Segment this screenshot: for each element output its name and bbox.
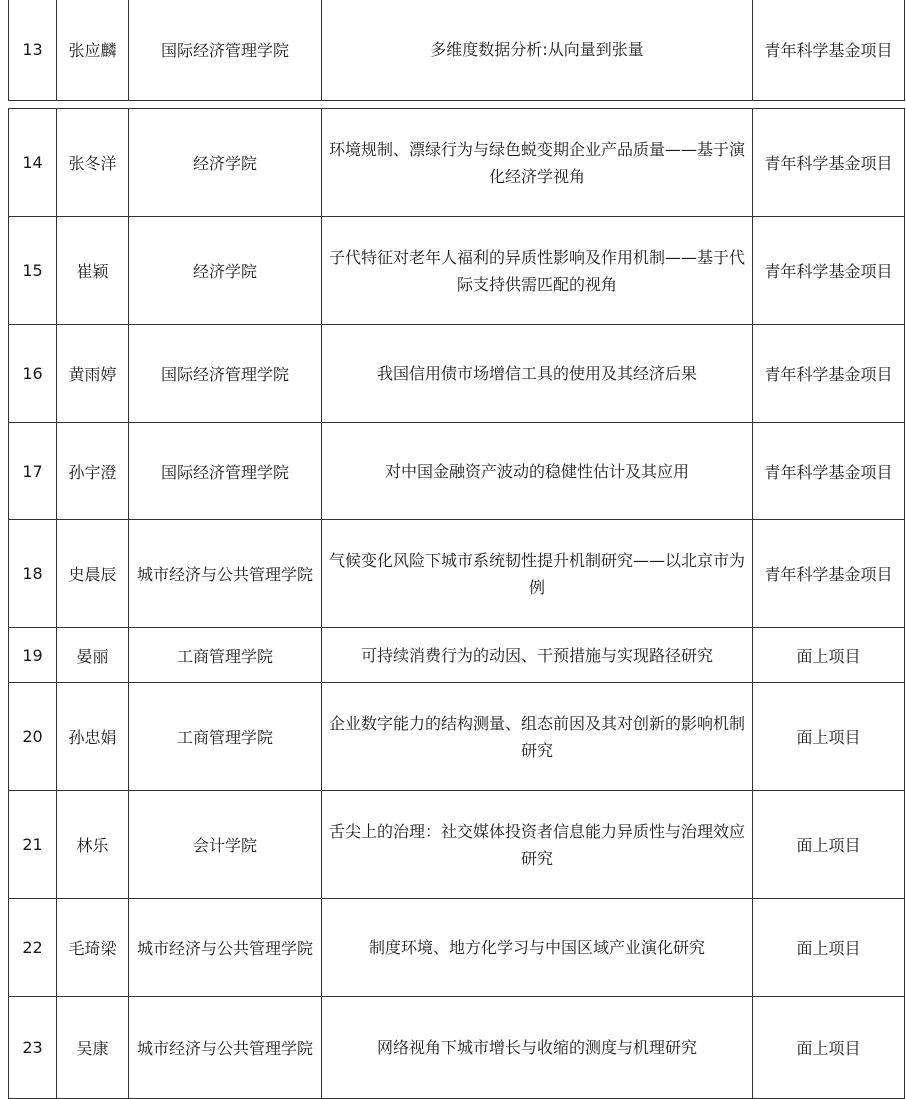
school-name: 会计学院 [129, 791, 322, 899]
project-category: 青年科学基金项目 [753, 0, 905, 101]
table-row [9, 997, 905, 1099]
project-title: 舌尖上的治理：社交媒体投资者信息能力异质性与治理效应研究 [322, 791, 753, 899]
table-row [9, 423, 905, 520]
project-title: 气候变化风险下城市系统韧性提升机制研究——以北京市为例 [322, 520, 753, 628]
applicant-name: 史晨辰 [57, 520, 129, 628]
school-name: 国际经济管理学院 [129, 0, 322, 101]
applicant-name: 孙忠娟 [57, 683, 129, 791]
project-category: 青年科学基金项目 [753, 423, 905, 520]
row-number: 21 [9, 791, 57, 899]
applicant-name: 张应麟 [57, 0, 129, 101]
project-category: 青年科学基金项目 [753, 325, 905, 423]
project-title: 多维度数据分析:从向量到张量 [322, 0, 753, 101]
project-table-main [8, 108, 905, 1099]
school-name: 经济学院 [129, 217, 322, 325]
applicant-name: 孙宇澄 [57, 423, 129, 520]
project-title: 制度环境、地方化学习与中国区域产业演化研究 [322, 899, 753, 997]
project-title: 我国信用债市场增信工具的使用及其经济后果 [322, 325, 753, 423]
row-number: 13 [9, 0, 57, 101]
school-name: 城市经济与公共管理学院 [129, 520, 322, 628]
row-number: 16 [9, 325, 57, 423]
table-row [9, 217, 905, 325]
applicant-name: 吴康 [57, 997, 129, 1099]
school-name: 城市经济与公共管理学院 [129, 899, 322, 997]
school-name: 工商管理学院 [129, 628, 322, 683]
applicant-name: 林乐 [57, 791, 129, 899]
school-name: 国际经济管理学院 [129, 325, 322, 423]
project-title: 子代特征对老年人福利的异质性影响及作用机制——基于代际支持供需匹配的视角 [322, 217, 753, 325]
project-category: 面上项目 [753, 683, 905, 791]
applicant-name: 张冬洋 [57, 109, 129, 217]
project-category: 面上项目 [753, 628, 905, 683]
row-number: 15 [9, 217, 57, 325]
applicant-name: 毛琦梁 [57, 899, 129, 997]
project-title: 网络视角下城市增长与收缩的测度与机理研究 [322, 997, 753, 1099]
project-category: 青年科学基金项目 [753, 520, 905, 628]
table-row [9, 520, 905, 628]
project-title: 对中国金融资产波动的稳健性估计及其应用 [322, 423, 753, 520]
project-title: 可持续消费行为的动因、干预措施与实现路径研究 [322, 628, 753, 683]
applicant-name: 晏丽 [57, 628, 129, 683]
table-row [9, 899, 905, 997]
table-row [9, 325, 905, 423]
row-number: 14 [9, 109, 57, 217]
table-row [9, 683, 905, 791]
project-title: 环境规制、漂绿行为与绿色蜕变期企业产品质量——基于演化经济学视角 [322, 109, 753, 217]
row-number: 22 [9, 899, 57, 997]
school-name: 经济学院 [129, 109, 322, 217]
project-category: 青年科学基金项目 [753, 217, 905, 325]
project-table-top [8, 0, 905, 101]
project-category: 面上项目 [753, 899, 905, 997]
project-title: 企业数字能力的结构测量、组态前因及其对创新的影响机制研究 [322, 683, 753, 791]
school-name: 工商管理学院 [129, 683, 322, 791]
table-row [9, 791, 905, 899]
project-category: 青年科学基金项目 [753, 109, 905, 217]
row-number: 18 [9, 520, 57, 628]
project-category: 面上项目 [753, 791, 905, 899]
table-row [9, 109, 905, 217]
row-number: 23 [9, 997, 57, 1099]
school-name: 城市经济与公共管理学院 [129, 997, 322, 1099]
applicant-name: 崔颖 [57, 217, 129, 325]
applicant-name: 黄雨婷 [57, 325, 129, 423]
table-row [9, 0, 905, 101]
table-row [9, 628, 905, 683]
row-number: 17 [9, 423, 57, 520]
row-number: 20 [9, 683, 57, 791]
row-number: 19 [9, 628, 57, 683]
project-category: 面上项目 [753, 997, 905, 1099]
school-name: 国际经济管理学院 [129, 423, 322, 520]
